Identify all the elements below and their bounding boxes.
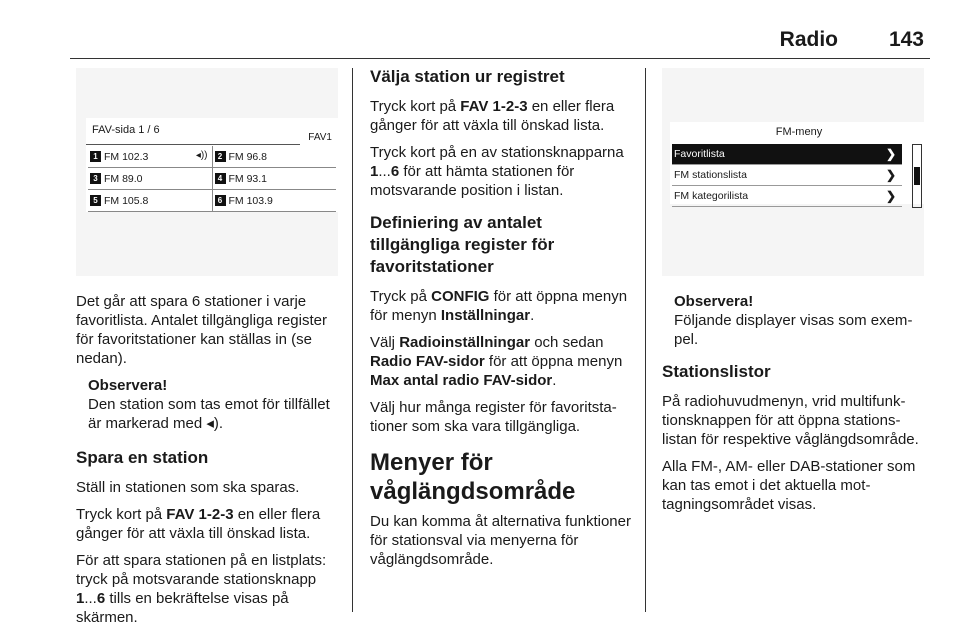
note-text-part: .: [218, 415, 224, 432]
paragraph: På radiohuvudmenyn, vrid multifunktionsknappen för att öppna stationslistan för respektive våglängdsområde.: [662, 393, 919, 448]
text-part: ...: [378, 163, 391, 180]
text-bold: Radioinställningar: [399, 334, 531, 351]
section-heading: Definiering av antalet tillgängliga register för favoritstationer: [370, 213, 555, 276]
fm-menu-item-stationslista: [672, 165, 902, 186]
section-heading: Stationslistor: [662, 362, 771, 381]
paragraph: [370, 333, 636, 390]
text-part: för att öppna menyn: [484, 353, 623, 370]
fav-display: [86, 118, 338, 212]
paragraph: Ställ in stationen som ska sparas.: [76, 479, 300, 496]
slot-number-badge: 6: [215, 195, 226, 206]
fm-menu-display: [670, 122, 928, 204]
text-bold: FAV 1-2-3: [166, 506, 234, 523]
note-text: [88, 395, 342, 433]
text-bold: Radio FAV-sidor: [370, 353, 485, 370]
text-part: för att öppna menyn för menyn: [370, 288, 628, 324]
slot-number-badge: 1: [90, 151, 101, 162]
text-part: Tryck på: [370, 288, 432, 305]
paragraph: Välj hur många register för favoritstationer som ska vara tillgängliga.: [370, 399, 617, 435]
slot-number-badge: 5: [90, 195, 101, 206]
speaker-icon: ◂)): [195, 150, 208, 161]
chevron-right-icon: ❯: [885, 189, 896, 203]
paragraph: Alla FM-, AM- eller DAB-stationer som kan tas emot i det aktuella mottagningsområdet visas.: [662, 458, 916, 513]
note-block: [88, 376, 342, 433]
scrollbar-thumb: [914, 167, 920, 185]
header-rule: [70, 58, 930, 59]
note-title: Observera!: [674, 293, 754, 310]
paragraph: [370, 97, 636, 135]
text-part: en eller flera gånger för att växla till önskad lista.: [370, 98, 615, 134]
section-heading: Välja station ur registret: [370, 67, 565, 86]
text-part: ...: [84, 590, 97, 607]
station-label: FM 105.8: [104, 194, 149, 207]
text-bold: CONFIG: [431, 288, 490, 305]
fav-tab-line: [86, 144, 300, 145]
text-part: en eller flera gånger för att växla till önskad lista.: [76, 506, 321, 542]
fav-row: [88, 168, 336, 190]
intro-paragraph: Det går att spara 6 stationer i varje favoritlista. Antalet tillgängliga register för favoritstationer kan ställas in (se nedan).: [76, 293, 327, 367]
menu-item-label: Favoritlista: [674, 148, 725, 160]
note-text: Följande displayer visas som exempel.: [674, 312, 913, 348]
fav-slot-4: [213, 168, 337, 189]
text-part: tills en bekräftelse visas på skärmen.: [76, 590, 289, 626]
middle-column-text: [370, 66, 636, 577]
station-label: FM 102.3: [104, 150, 149, 163]
fm-menu-list: [672, 144, 902, 207]
paragraph: [76, 551, 342, 627]
fm-menu-display-image: [662, 68, 924, 276]
menu-item-label: FM kategorilista: [674, 190, 749, 202]
fav-slot-3: [88, 168, 213, 189]
text-part: .: [552, 372, 557, 389]
text-part: för att hämta stationen för motsvarande position i listan.: [370, 163, 575, 199]
paragraph: Du kan komma åt alternativa funktioner för stationsval via menyerna för våglängdsområde.: [370, 513, 631, 568]
paragraph: [370, 143, 636, 200]
fav-slot-5: [88, 190, 213, 211]
text-bold: 6: [390, 163, 400, 180]
speaker-icon: ◂): [206, 415, 219, 432]
station-label: FM 103.9: [228, 194, 273, 207]
text-part: För att spara stationen på en listplats: tryck på motsvarande stationsknapp: [76, 552, 327, 588]
left-column-text: [76, 292, 342, 635]
text-bold: 6: [96, 590, 106, 607]
fm-menu-item-kategorilista: [672, 186, 902, 207]
slot-number-badge: 4: [215, 173, 226, 184]
text-bold: FAV 1-2-3: [460, 98, 528, 115]
right-column-text: [662, 292, 928, 522]
menu-item-label: FM stationslista: [674, 169, 747, 181]
page-number: 143: [888, 28, 924, 51]
text-part: Välj: [370, 334, 400, 351]
fav-row: [88, 190, 336, 212]
text-part: Tryck kort på: [76, 506, 167, 523]
chapter-heading: Menyer för våglängdsområde: [370, 449, 576, 505]
fav-slot-6: [213, 190, 337, 211]
chevron-right-icon: ❯: [885, 147, 896, 161]
fav-display-image: [76, 68, 338, 276]
station-label: FM 96.8: [228, 150, 268, 163]
chevron-right-icon: ❯: [885, 168, 896, 182]
fav-tab-label: FAV1: [308, 132, 332, 143]
note-block: [674, 292, 928, 349]
slot-number-badge: 3: [90, 173, 101, 184]
fav-slot-2: [213, 146, 337, 167]
column-divider-right: [645, 68, 646, 612]
column-divider-left: [352, 68, 353, 612]
text-bold: 1: [370, 163, 379, 180]
paragraph: [76, 505, 342, 543]
station-label: FM 93.1: [228, 172, 268, 185]
text-part: Tryck kort på en av stationsknapparna: [370, 144, 624, 161]
fav-row: [88, 146, 336, 168]
text-bold: 1: [76, 590, 85, 607]
paragraph: [370, 287, 636, 325]
fm-menu-title: FM-meny: [775, 126, 823, 138]
text-bold: Inställningar: [440, 307, 531, 324]
page-header: [70, 24, 930, 54]
fav-page-title: FAV-sida 1 / 6: [92, 124, 160, 136]
fav-slot-1: [88, 146, 213, 167]
note-title: Observera!: [88, 377, 168, 394]
station-label: FM 89.0: [104, 172, 143, 185]
text-part: och sedan: [530, 334, 604, 351]
text-part: Tryck kort på: [370, 98, 461, 115]
section-heading: Spara en station: [76, 448, 209, 467]
text-bold: Max antal radio FAV-sidor: [370, 372, 553, 389]
note-text-part: Den station som tas emot för tillfället är markerad med: [88, 396, 330, 432]
fm-menu-item-favoritlista: [672, 144, 902, 165]
scrollbar: [912, 144, 922, 208]
slot-number-badge: 2: [215, 151, 226, 162]
page-title: Radio: [779, 28, 838, 51]
text-part: .: [530, 307, 535, 324]
fav-station-grid: [88, 146, 336, 212]
